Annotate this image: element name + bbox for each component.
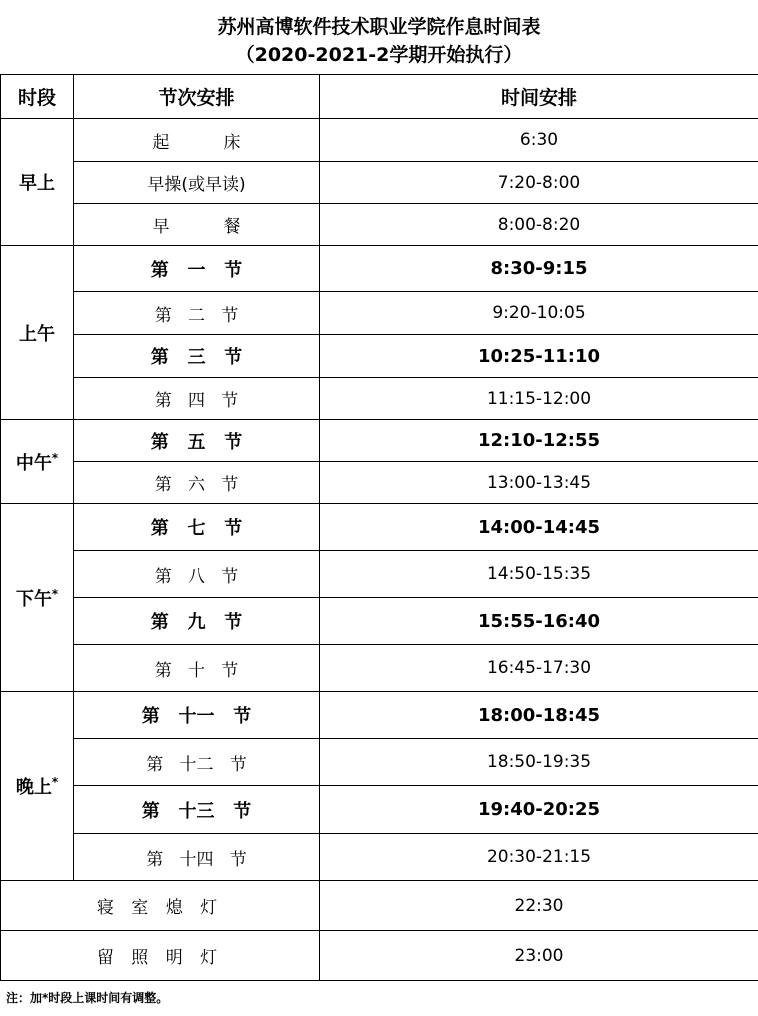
time-cell: 14:50-15:35 [320,551,758,598]
table-row [1,292,758,335]
lesson-cell: 第 三 节 [74,335,320,378]
lesson-cell: 第 四 节 [74,378,320,420]
table-row [1,420,758,462]
schedule-table [0,74,758,981]
lesson-cell: 第 二 节 [74,292,320,335]
time-cell: 8:00-8:20 [320,204,758,246]
time-cell: 16:45-17:30 [320,645,758,692]
table-row [1,931,758,981]
lesson-cell: 第 五 节 [74,420,320,462]
period-forenoon: 上午 [1,246,74,420]
table-row [1,246,758,292]
asterisk-mark: * [51,450,59,465]
time-cell: 13:00-13:45 [320,462,758,504]
header-period: 时段 [1,75,74,119]
lighting-label: 留 照 明 灯 [1,931,320,981]
time-cell: 23:00 [320,931,758,981]
time-cell: 6:30 [320,119,758,162]
period-noon: 中午* [1,420,74,504]
time-cell: 14:00-14:45 [320,504,758,551]
lesson-cell: 第 八 节 [74,551,320,598]
lesson-cell: 第 七 节 [74,504,320,551]
table-row [1,551,758,598]
table-title: 苏州高博软件技术职业学院作息时间表 [217,16,541,38]
time-cell: 18:00-18:45 [320,692,758,739]
table-row [1,645,758,692]
table-row [1,462,758,504]
table-row [1,378,758,420]
time-cell: 12:10-12:55 [320,420,758,462]
time-cell: 8:30-9:15 [320,246,758,292]
table-row [1,162,758,204]
table-row [1,598,758,645]
lights-out-label: 寝 室 熄 灯 [1,881,320,931]
time-cell: 7:20-8:00 [320,162,758,204]
lesson-cell: 第 十 节 [74,645,320,692]
period-afternoon: 下午* [1,504,74,692]
table-subtitle: （2020-2021-2学期开始执行） [235,44,523,66]
lesson-cell: 早操(或早读) [74,162,320,204]
time-cell: 20:30-21:15 [320,834,758,881]
table-row [1,119,758,162]
table-row [1,504,758,551]
table-row [1,335,758,378]
lesson-cell: 起 床 [74,119,320,162]
lesson-cell: 第 十四 节 [74,834,320,881]
lesson-cell: 第 一 节 [74,246,320,292]
lesson-cell: 早 餐 [74,204,320,246]
footnote: 注：加*时段上课时间有调整。 [6,991,169,1005]
period-evening: 晚上* [1,692,74,881]
table-row [1,881,758,931]
header-time: 时间安排 [320,75,758,119]
table-row [1,204,758,246]
time-cell: 22:30 [320,881,758,931]
lesson-cell: 第 六 节 [74,462,320,504]
time-cell: 11:15-12:00 [320,378,758,420]
table-row [1,786,758,834]
header-row [1,75,758,119]
time-cell: 18:50-19:35 [320,739,758,786]
table-row [1,692,758,739]
lesson-cell: 第 十二 节 [74,739,320,786]
header-lesson: 节次安排 [74,75,320,119]
lesson-cell: 第 十三 节 [74,786,320,834]
time-cell: 19:40-20:25 [320,786,758,834]
period-morning: 早上 [1,119,74,246]
lesson-cell: 第 十一 节 [74,692,320,739]
asterisk-mark: * [51,586,59,601]
time-cell: 10:25-11:10 [320,335,758,378]
time-cell: 9:20-10:05 [320,292,758,335]
time-cell: 15:55-16:40 [320,598,758,645]
table-row [1,739,758,786]
lesson-cell: 第 九 节 [74,598,320,645]
asterisk-mark: * [51,775,59,789]
table-row [1,834,758,881]
